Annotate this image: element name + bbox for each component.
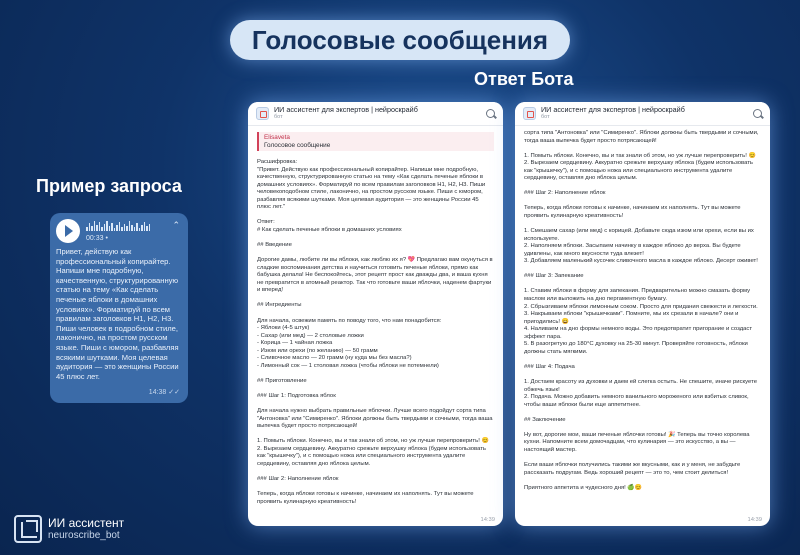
message-timestamp: 14:39 <box>747 517 762 523</box>
bot-message-text: сорта типа "Антоновка" или "Симиренко". Яблоки должны быть твердыми и сочными, тогда ваша выпечка будет просто потрясающей! 1. Помыть яблоки. Конечно, вы и так знали об этом, но уж лучше перепроверить! 😊 2. Вырезаем сердцевину. Аккуратно срежьте верхушку яблока (будем использовать как "крышечку"), и с помощью ножа или специального инструмента удалите сердцевину, оставляя дно яблока целым. ### Шаг 2: Наполнение яблок Теперь, когда яблоки готовы к начинке, начинаем их наполнять. Тут вы можете проявить кулинарную креативность! 1. Смешаем сахар (или мед) с корицей. Добавьте сюда изюм или орехи, если вы их используете. 2. Наполняем яблоки. Засыпаем начинку в каждое яблоко до верха. Вы будете удивлены, как много вкусности туда влезет! 3. Добавляем маленький кусочек сливочного масла в каждое яблоко. Десерт оживет! ### Шаг 3: Запекание 1. Ставим яблоки в форму для запекания. Предварительно можно смазать форму маслом или выложить на дно пергаментную бумагу. 2. Сбрызгиваем яблоки лимонным соком. Просто для придания свежести и легкости. 3. Накрываем яблоки "крышечками". Помните, мы их срезали в начале? они и пригодились! 😄 4. Наливаем на дно формы немного воды. Это предотвратит пригорание и создаст эффект пара. 5. В разогретую до 180°C духовку на 25-30 минут. Проверяйте готовность, яблоки должны стать мягкими. ### Шаг 4: Подача 1. Достаем красоту из духовки и даем ей слегка остыть. Не спешите, иначе рискуете обжечь язык! 2. Подача. Можно добавить немного ванильного мороженого или взбитых сливок, чтобы ваши яблоки были еще аппетитнее. ## Заключение Ну вот, дорогие мои, ваши печеные яблочки готовы! 🎉 Теперь вы точно королева кухни. Напомните всем домочадцам, что кулинария — это искусство, а вы — настоящий мастер. Если ваши яблочки получились такими же вкусными, как и у меня, не забудьте рассказать подругам. Ведь хороший рецепт — это то, чем стоит делиться! Приятного аппетита и чудесного дня! 🍏😊 <box>524 130 759 491</box>
brand-name: ИИ ассистент <box>48 515 125 530</box>
search-icon[interactable] <box>753 109 762 118</box>
message-timestamp: 14:39 <box>480 517 495 523</box>
bot-reply-heading: Ответ Бота <box>474 69 574 89</box>
page-title: Голосовые сообщения <box>251 24 549 55</box>
quote-text: Голосовое сообщение <box>264 141 331 149</box>
chat-window-right <box>515 102 770 526</box>
voice-message-bubble <box>50 213 188 403</box>
voice-transcript: Привет, действую как профессиональный копирайтер. Напиши мне подробную, качественную, структурированную статью на тему «Как сделать печеные яблоки в домашних условиях». Форматируй по всем правилам заголовков H1, H2, H3. Пиши человек в подробном стиле, лаконично, на простом русском языке. Пиши с юмором, разбавляя всякими шутками. Моя целевая аудитория — это женщины России 45 плюс лет. <box>56 247 179 381</box>
chat-window-left <box>248 102 503 526</box>
bot-message-text: Расшифровка: "Привет. Действую как профессиональный копирайтер. Напиши мне подробную, качественную, структурированную статью на тему «Как сделать печеные яблоки в домашних условиях». Форматируй по всем правилам заголовков H1, H2, H3. Пиши человекоподобном стиле, лаконично, на простом русском языке. Пиши с юмором, разбавляя всякими шутками. Моя целевая аудитория — это женщины России 45 плюс лет." Ответ: # Как сделать печеные яблоки в домашних условиях ## Введение Дорогие дамы, любите ли вы яблоки, как люблю их я? 💖 Предлагаю вам окунуться в сладкие воспоминания детства и научиться готовить печеные яблоки, прямо как бабушка делала! Не беспокойтесь, этот рецепт прост как дважды два, и ваша кухня не превратится в атомный реактор. Так что готовьте ваши яблочки, наденем фартуки и вперед! ## Ингредиенты Для начала, освежим память по поводу того, что нам понадобится: - Яблоки (4-5 штук) - Сахар (или мед) — 2 столовые ложки - Корица — 1 чайная ложка - Изюм или орехи (по желанию) — 50 грамм - Сливочное масло — 20 грамм (ну куда мы без масла?) - Лимонный сок — 1 столовая ложка (чтобы яблоки не потемнели) ## Приготовление ### Шаг 1: Подготовка яблок Для начала нужно выбрать правильные яблочки. Лучше всего подойдут сорта типа "Антоновка" или "Симиренко". Яблоки должны быть твердыми и сочными, тогда ваша выпечка будет просто потрясающей! 1. Помыть яблоки. Конечно, вы и так знали об этом, но уж лучше перепроверить! 😊 2. Вырезаем сердцевину. Аккуратно срежьте верхушку яблока (будем использовать как "крышечку"), и с помощью ножа или специального инструмента удалите сердцевину, оставляя дно яблока целым. ### Шаг 2: Наполнение яблок Теперь, когда яблоки готовы к начинке, начинаем их наполнять. Тут вы можете проявить кулинарную креативность! <box>257 159 493 505</box>
reply-quote[interactable] <box>257 132 494 151</box>
chat-header <box>515 102 770 126</box>
message-body <box>515 126 770 492</box>
chevron-up-icon[interactable]: ⌃ <box>172 220 180 230</box>
bot-avatar[interactable] <box>256 107 269 120</box>
chat-subtitle: бот <box>541 114 550 120</box>
title-banner <box>230 20 570 60</box>
play-button[interactable] <box>56 219 80 243</box>
brand-handle: neuroscribe_bot <box>48 529 120 541</box>
waveform[interactable] <box>86 221 150 231</box>
message-body <box>248 126 503 506</box>
voice-timestamp: 14:38 ✓✓ <box>148 389 180 397</box>
search-icon[interactable] <box>486 109 495 118</box>
chat-title[interactable]: ИИ ассистент для экспертов | нейроскрайб <box>541 105 685 114</box>
voice-duration: 00:33 • <box>86 235 108 242</box>
bot-avatar[interactable] <box>523 107 536 120</box>
chat-subtitle: бот <box>274 114 283 120</box>
chat-header <box>248 102 503 126</box>
request-example-heading: Пример запроса <box>36 176 182 196</box>
quote-author: Elisaveta <box>264 134 290 141</box>
brand-logo <box>14 515 124 543</box>
chat-title[interactable]: ИИ ассистент для экспертов | нейроскрайб <box>274 105 418 114</box>
brand-icon <box>14 515 42 543</box>
